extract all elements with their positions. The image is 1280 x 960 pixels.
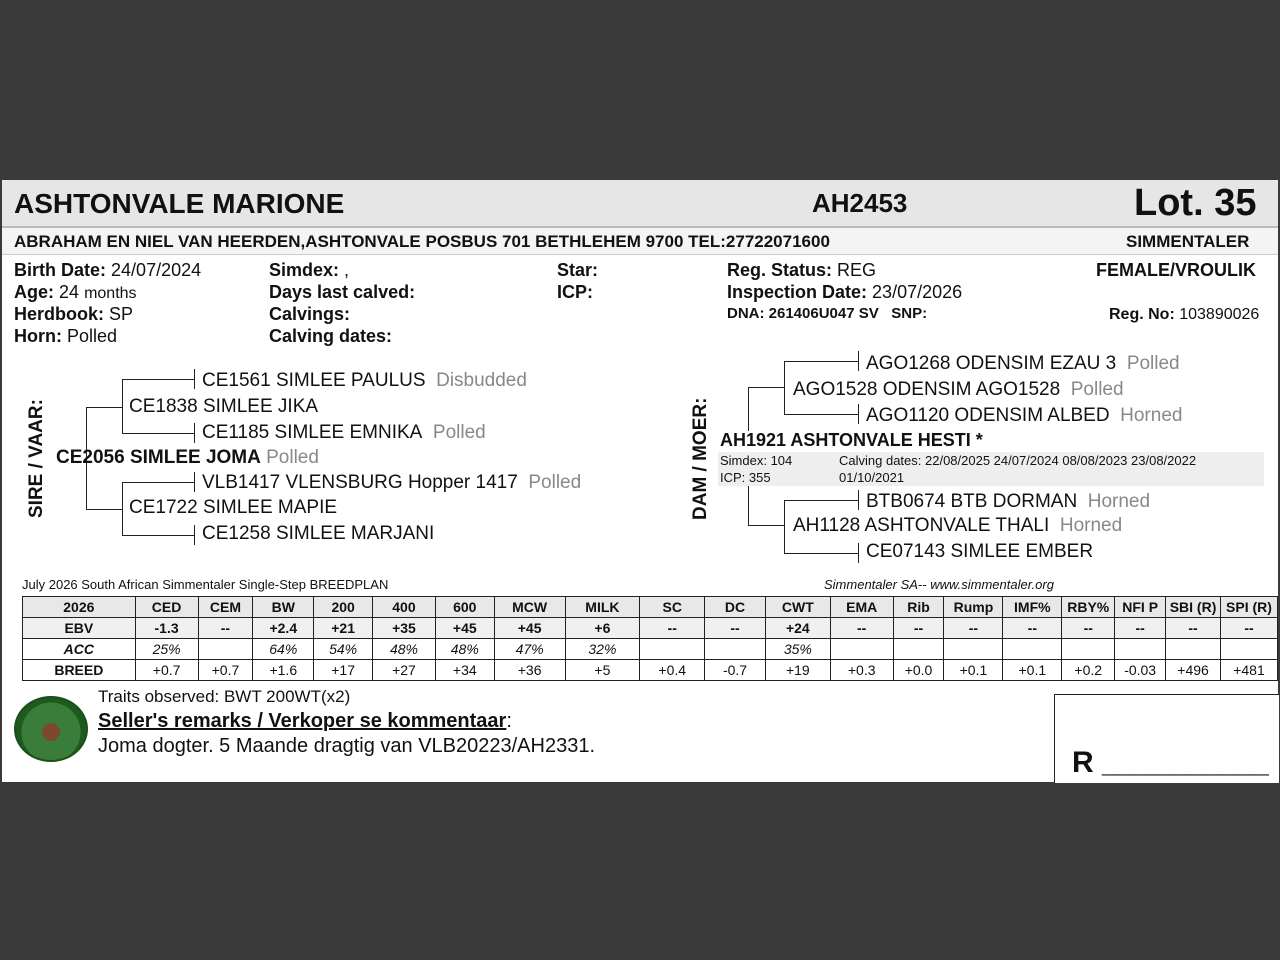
ebv-cell: +0.1 [944, 660, 1003, 681]
ebv-cell: MCW [494, 597, 565, 618]
ebv-cell: Rump [944, 597, 1003, 618]
ebv-cell: 35% [765, 639, 830, 660]
star: Star: [557, 260, 599, 280]
dsd-entry: AGO1120 ODENSIM ALBED Horned [866, 405, 1183, 426]
reg-no: Reg. No: 103890026 [1109, 306, 1260, 323]
remarks-text: Joma dogter. 5 Maande dragtig van VLB20223/AH2331. [98, 735, 596, 757]
ebv-cell: 2026 [23, 597, 136, 618]
ebv-cell: SPI (R) [1220, 597, 1277, 618]
ebv-cell: +2.4 [253, 618, 314, 639]
ebv-cell: +0.7 [198, 660, 253, 681]
ebv-cell: +45 [435, 618, 494, 639]
ebv-cell [830, 639, 893, 660]
simmentaler-logo-icon [14, 696, 88, 762]
ebv-cell: +1.6 [253, 660, 314, 681]
ebv-header-row [23, 597, 1278, 618]
ebv-cell [640, 639, 705, 660]
ebv-cell: -- [944, 618, 1003, 639]
ebv-cell: 48% [435, 639, 494, 660]
lot-number: Lot. 35 [1134, 182, 1257, 224]
horn: Horn: Polled [14, 326, 118, 346]
ebv-cell: SBI (R) [1166, 597, 1221, 618]
sex: FEMALE/VROULIK [1096, 260, 1256, 280]
ebv-cell: CWT [765, 597, 830, 618]
ebv-cell: EMA [830, 597, 893, 618]
dam-bracket [748, 387, 749, 431]
simdex: Simdex: , [269, 260, 350, 280]
ebv-cell: 400 [373, 597, 436, 618]
ebv-cell: +0.7 [135, 660, 198, 681]
ebv-cell: 32% [565, 639, 640, 660]
ebv-table [22, 596, 1278, 681]
ebv-cell: +481 [1220, 660, 1277, 681]
ebv-cell: -- [830, 618, 893, 639]
sss-entry: CE1561 SIMLEE PAULUS Disbudded [202, 370, 527, 391]
inspection-date: Inspection Date: 23/07/2026 [727, 282, 963, 302]
ebv-cell: +21 [314, 618, 373, 639]
ss-entry: CE1838 SIMLEE JIKA [129, 396, 319, 417]
ebv-cell [198, 639, 253, 660]
ebv-cell: 600 [435, 597, 494, 618]
dam-entry: AH1921 ASHTONVALE HESTI * [720, 430, 983, 450]
sire-entry: CE2056 SIMLEE JOMA Polled [56, 447, 319, 468]
breedplan-caption: July 2026 South African Simmentaler Single-Step BREEDPLAN [22, 577, 389, 592]
ebv-cell [1003, 639, 1062, 660]
birth-date: Birth Date: 24/07/2024 [14, 260, 202, 280]
ebv-cell: -0.03 [1115, 660, 1166, 681]
ebv-cell [1115, 639, 1166, 660]
ebv-cell: +35 [373, 618, 436, 639]
ebv-cell: -1.3 [135, 618, 198, 639]
ebv-cell: +0.0 [893, 660, 944, 681]
ssd-entry: CE1185 SIMLEE EMNIKA Polled [202, 422, 486, 443]
ebv-cell [944, 639, 1003, 660]
ebv-cell: +496 [1166, 660, 1221, 681]
ebv-cell: ACC [23, 639, 136, 660]
ebv-cell: -- [893, 618, 944, 639]
ebv-cell: -- [1220, 618, 1277, 639]
ebv-cell: BW [253, 597, 314, 618]
ebv-cell [1166, 639, 1221, 660]
ebv-cell: SC [640, 597, 705, 618]
ebv-cell: EBV [23, 618, 136, 639]
ebv-cell [893, 639, 944, 660]
ebv-cell: 64% [253, 639, 314, 660]
ebv-cell: -- [640, 618, 705, 639]
dna: DNA: 261406U047 SV SNP: [727, 305, 928, 322]
dam-label: DAM / MOER: [690, 397, 711, 520]
sdd-entry: CE1258 SIMLEE MARJANI [202, 523, 435, 544]
icp: ICP: [557, 282, 593, 302]
dd-entry: AH1128 ASHTONVALE THALI Horned [793, 515, 1123, 536]
ebv-cell: +45 [494, 618, 565, 639]
animal-card [2, 180, 1278, 782]
sds-entry: VLB1417 VLENSBURG Hopper 1417 Polled [202, 472, 582, 493]
ebv-cell: IMF% [1003, 597, 1062, 618]
ebv-cell: -- [705, 618, 766, 639]
ebv-cell: Rib [893, 597, 944, 618]
ebv-cell: -0.7 [705, 660, 766, 681]
price-label: R __________ [1072, 746, 1269, 779]
ddd-entry: CE07143 SIMLEE EMBER [866, 541, 1094, 562]
calvings: Calvings: [269, 304, 351, 324]
ebv-cell: CEM [198, 597, 253, 618]
remarks-heading: Seller's remarks / Verkoper se kommentaar: [98, 710, 512, 732]
ebv-cell: CED [135, 597, 198, 618]
ebv-cell: 25% [135, 639, 198, 660]
traits-observed: Traits observed: BWT 200WT(x2) [98, 687, 351, 706]
ebv-cell: RBY% [1062, 597, 1115, 618]
sire-label: SIRE / VAAR: [26, 399, 47, 518]
sd-entry: CE1722 SIMLEE MAPIE [129, 497, 338, 518]
ebv-cell: +0.1 [1003, 660, 1062, 681]
ebv-cell: +36 [494, 660, 565, 681]
age: Age: 24 months [14, 282, 137, 302]
ebv-cell: +0.4 [640, 660, 705, 681]
ebv-cell: -- [1166, 618, 1221, 639]
days-last-calved: Days last calved: [269, 282, 416, 302]
herdbook: Herdbook: SP [14, 304, 134, 324]
dam-icp: ICP: 355 [720, 470, 771, 485]
ebv-cell: +27 [373, 660, 436, 681]
ebv-cell: -- [1062, 618, 1115, 639]
ebv-cell [1062, 639, 1115, 660]
ebv-row [23, 618, 1278, 639]
dam-calving-dates: Calving dates: 22/08/2025 24/07/2024 08/08/2023 23/08/2022 [839, 453, 1197, 468]
dam-simdex: Simdex: 104 [720, 453, 793, 468]
ebv-cell: DC [705, 597, 766, 618]
ebv-cell [705, 639, 766, 660]
ebv-cell: 47% [494, 639, 565, 660]
ebv-cell: MILK [565, 597, 640, 618]
acc-row [23, 639, 1278, 660]
animal-name: ASHTONVALE MARIONE [14, 188, 345, 219]
ebv-cell: +0.3 [830, 660, 893, 681]
breedplan-source: Simmentaler SA-- www.simmentaler.org [824, 577, 1054, 592]
ebv-cell: BREED [23, 660, 136, 681]
ebv-cell: +19 [765, 660, 830, 681]
reg-status: Reg. Status: REG [727, 260, 877, 280]
dam-calving-dates-2: 01/10/2021 [839, 470, 905, 485]
animal-id: AH2453 [812, 188, 908, 218]
breed-name: SIMMENTALER [1126, 232, 1250, 251]
ebv-cell: +5 [565, 660, 640, 681]
dds-entry: BTB0674 BTB DORMAN Horned [866, 491, 1151, 512]
breed-row [23, 660, 1278, 681]
ebv-cell: +6 [565, 618, 640, 639]
ebv-cell: 54% [314, 639, 373, 660]
ds-entry: AGO1528 ODENSIM AGO1528 Polled [793, 379, 1124, 400]
ebv-cell: +0.2 [1062, 660, 1115, 681]
ebv-cell: NFI P [1115, 597, 1166, 618]
ebv-cell [1220, 639, 1277, 660]
ebv-cell: -- [198, 618, 253, 639]
dss-entry: AGO1268 ODENSIM EZAU 3 Polled [866, 353, 1180, 374]
ebv-cell: 200 [314, 597, 373, 618]
ebv-cell: 48% [373, 639, 436, 660]
ebv-cell: +17 [314, 660, 373, 681]
owner-address: ABRAHAM EN NIEL VAN HEERDEN,ASHTONVALE POSBUS 701 BETHLEHEM 9700 TEL:27722071600 [14, 232, 830, 251]
calving-dates: Calving dates: [269, 326, 393, 346]
ebv-cell: -- [1115, 618, 1166, 639]
ebv-cell: +34 [435, 660, 494, 681]
ebv-cell: +24 [765, 618, 830, 639]
ebv-cell: -- [1003, 618, 1062, 639]
